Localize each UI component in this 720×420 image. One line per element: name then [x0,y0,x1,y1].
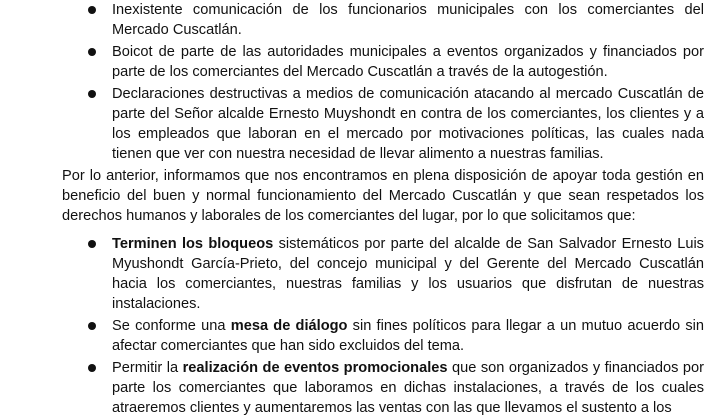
bullet-icon [88,240,96,248]
request-text-before: Se conforme una [112,318,231,334]
complaint-text: Boicot de parte de las autoridades municipales a eventos organizados y financiados por parte de los comerciantes del Mercado Cuscatlán a través de la autogestión. [112,44,704,80]
complaint-item [88,84,704,164]
body-paragraph: Por lo anterior, informamos que nos encontramos en plena disposición de apoyar toda gestión en beneficio del buen y normal funcionamiento del Mercado Cuscatlán y que sean respetados los derechos humanos y laborales de los comerciantes del lugar, por lo que solicitamos que: [62,168,704,224]
request-emphasis: mesa de diálogo [230,318,348,334]
bullet-icon [88,90,96,98]
request-item [88,316,704,356]
requests-list [88,234,704,420]
complaint-item [88,0,704,40]
complaints-list [88,0,704,166]
request-item [88,358,704,418]
complaint-text: Inexistente comunicación de los funcionarios municipales con los comerciantes del Mercado Cuscatlán. [112,2,704,38]
request-text-after: que son organizados y financiados por parte los comerciantes que laboramos en dichas instalaciones, a través de los cuales atraeremos clientes y aumentaremos las ventas con las que llevamos el sustento a los [112,360,705,416]
request-text-after: sistemáticos por parte del alcalde de San Salvador Ernesto Luis Myushondt García-Prieto, del concejo municipal y del Gerente del Mercado Cuscatlán hacia los comerciantes, nuestras familias y los usuarios que disfrutan de nuestras instalaciones. [112,236,704,312]
bullet-icon [88,322,96,330]
complaint-item [88,42,704,82]
request-emphasis: Terminen los bloqueos [112,236,274,252]
bullet-icon [88,6,96,14]
bullet-icon [88,364,96,372]
request-text-before: Permitir la [112,360,183,376]
complaint-text: Declaraciones destructivas a medios de comunicación atacando al mercado Cuscatlán de parte del Señor alcalde Ernesto Muyshondt en contra de los comerciantes, los clientes y a los empleados que laboran en el mercado por motivaciones políticas, las cuales nada tienen que ver con nuestra necesidad de llevar alimento a nuestras familias. [112,86,704,162]
request-emphasis: realización de eventos promocionales [182,360,448,376]
bullet-icon [88,48,96,56]
request-item [88,234,704,314]
request-text-after: sin fines políticos para llegar a un mutuo acuerdo sin afectar comerciantes que han sido excluidos del tema. [112,318,704,354]
